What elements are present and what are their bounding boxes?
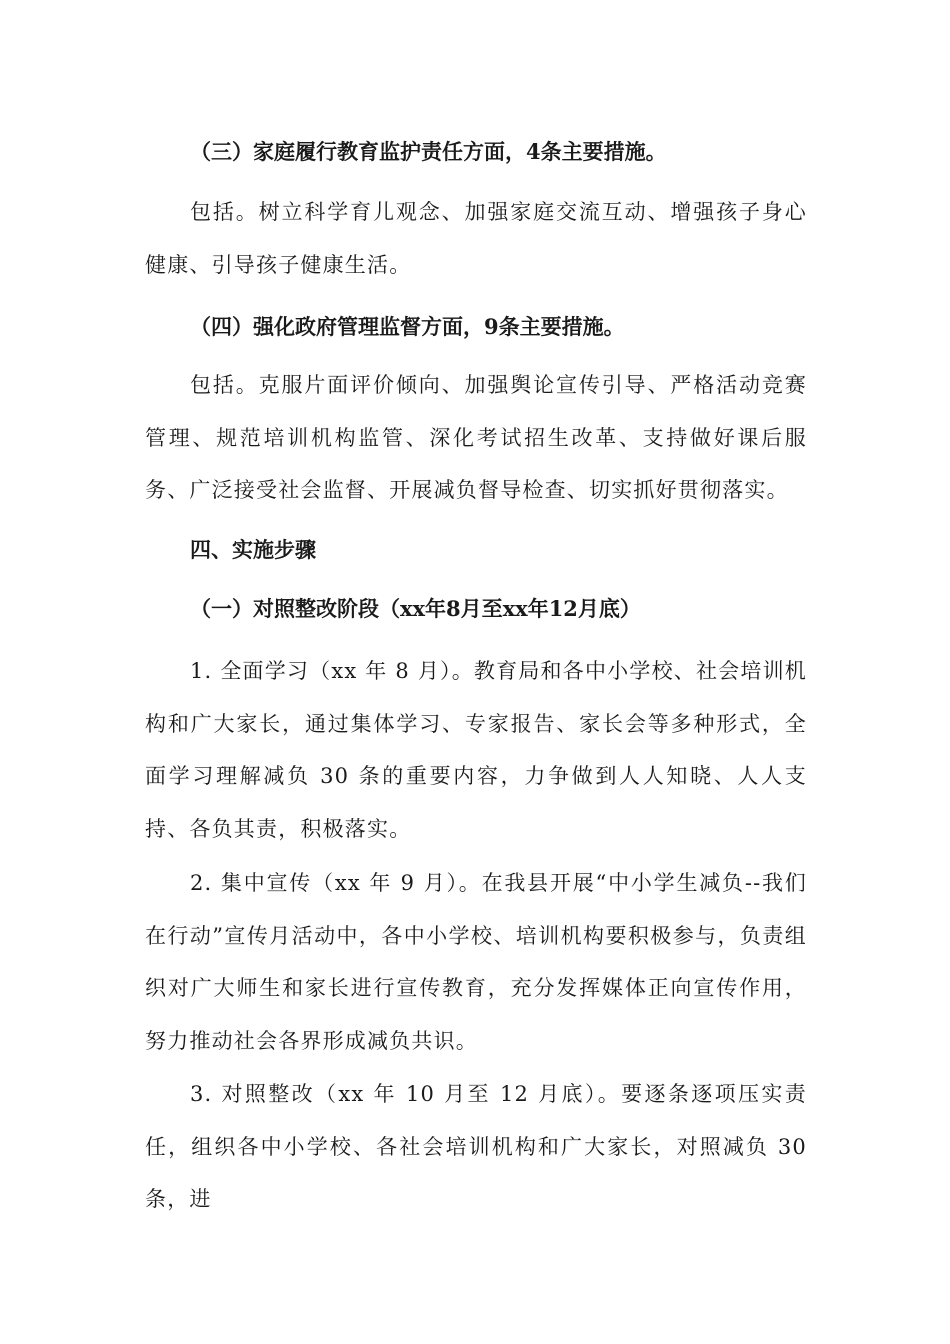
paragraph-family-measures: 包括。树立科学育儿观念、加强家庭交流互动、增强孩子身心健康、引导孩子健康生活。: [145, 200, 807, 277]
paragraph-step-rectification: 3. 对照整改（xx 年 10 月至 12 月底）。要逐条逐项压实责任，组织各中小学校、各社会培训机构和广大家长，对照减负 30 条，进: [145, 1082, 807, 1211]
paragraph-step-centralized-publicity: 2. 集中宣传（xx 年 9 月）。在我县开展“中小学生减负--我们在行动”宣传月活动中，各中小学校、培训机构要积极参与，负责组织对广大师生和家长进行宣传教育，充分发挥媒体正向宣传作用，努力推动社会各界形成减负共识。: [145, 871, 807, 1053]
section-heading-rectification-stage: （一）对照整改阶段（xx年8月至xx年12月底）: [190, 596, 641, 621]
section-heading-government-supervision: （四）强化政府管理监督方面，9条主要措施。: [190, 314, 625, 339]
section-heading-implementation-steps: 四、实施步骤: [190, 537, 316, 562]
paragraph-government-measures: 包括。克服片面评价倾向、加强舆论宣传引导、严格活动竞赛管理、规范培训机构监管、深化考试招生改革、支持做好课后服务、广泛接受社会监督、开展减负督导检查、切实抓好贯彻落实。: [145, 373, 807, 502]
paragraph-step-comprehensive-study: 1. 全面学习（xx 年 8 月）。教育局和各中小学校、社会培训机构和广大家长，通过集体学习、专家报告、家长会等多种形式，全面学习理解减负 30 条的重要内容，力争做到人人知晓、人人支持、各负其责，积极落实。: [145, 659, 807, 841]
section-heading-family-supervision: （三）家庭履行教育监护责任方面，4条主要措施。: [190, 139, 667, 164]
